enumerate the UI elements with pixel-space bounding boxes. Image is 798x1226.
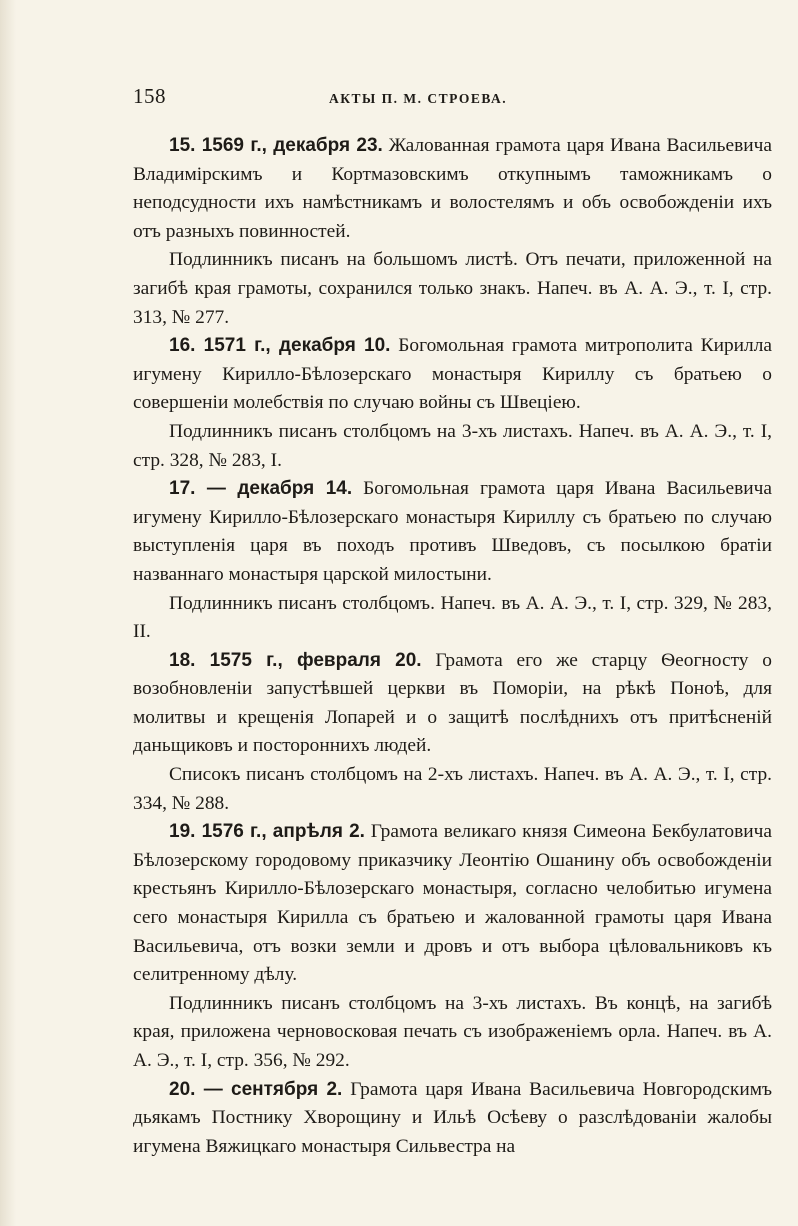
entry-16 (133, 332, 772, 418)
entry-note: Списокъ писанъ столбцомъ на 2-хъ листахъ. Напеч. въ А. А. Э., т. I, стр. 334, № 288. (133, 764, 772, 814)
entry-note: Подлинникъ писанъ столбцомъ на 3-хъ листахъ. Въ концѣ, на загибѣ края, приложена черновосковая печать съ изображеніемъ орла. Напеч. въ А. А. Э., т. I, стр. 356, № 292. (133, 992, 772, 1071)
entry-note: Подлинникъ писанъ на большомъ листѣ. Отъ печати, приложенной на загибѣ края грамоты, сохранился только знакъ. Напеч. въ А. А. Э., т. I, стр. 313, № 277. (133, 249, 772, 328)
entry-heading: 20. — сентября 2. (169, 1078, 343, 1100)
entry-text: Грамота великаго князя Симеона Бекбулатовича Бѣлозерскому городовому приказчику Леонтію Ошанину объ освобожденіи крестьянъ Кирилло-Бѣлозерскаго монастыря, согласно челобитью игумена сего монастыря Кирилла съ братьею и жалованной грамоты царя Ивана Васильевича, отъ возки земли и дровъ и отъ выбора цѣловальниковъ къ селитренному дѣлу. (133, 821, 772, 986)
entry-18 (133, 647, 772, 761)
entry-text: Грамота его же старцу Ѳеогносту о возобновленіи запустѣвшей церкви въ Поморіи, на рѣкѣ Понoѣ, для молитвы и крещенія Лопарей и о защитѣ послѣднихъ отъ притѣсненій даньщиковъ и постороннихъ людей. (133, 649, 772, 757)
entry-text: Богомольная грамота царя Ивана Васильевича игумену Кирилло-Бѣлозерскаго монастыря Кириллу съ братьею по случаю выступленія царя въ походъ противъ Шведовъ, съ посылкою братіи названнаго монастыря царской милостыни. (133, 478, 772, 585)
entry-text: Жалованная грамота царя Ивана Васильевича Владимірскимъ и Кортмазовскимъ откупнымъ таможникамъ о неподсудности ихъ намѣстникамъ и волостелямъ и объ освобожденіи ихъ отъ разныхъ повинностей. (133, 135, 772, 242)
running-head: АКТЫ П. М. СТРОЕВА. (329, 91, 508, 106)
page-number: 158 (133, 84, 166, 108)
entry-note: Подлинникъ писанъ столбцомъ. Напеч. въ А. А. Э., т. I, стр. 329, № 283, II. (133, 592, 772, 643)
page-header (133, 84, 772, 132)
entry-text: Грамота царя Ивана Васильевича Новгородскимъ дьякамъ Постнику Хворощину и Ильѣ Осѣеву о разслѣдованіи жалобы игумена Вяжицкаго монастыря Сильвестра на (133, 1078, 773, 1157)
entry-heading: 16. 1571 г., декабря 10. (169, 335, 391, 357)
page-body (133, 132, 772, 1161)
entry-heading: 19. 1576 г., апрѣля 2. (169, 821, 365, 843)
entry-15 (133, 132, 772, 246)
entry-19 (133, 818, 772, 990)
entry-text: Богомольная грамота митрополита Кирилла игумену Кирилло-Бѣлозерскаго монастыря Кириллу съ братьею о совершеніи молебствія по случаю войны съ Швеціею. (133, 335, 772, 414)
entry-20 (133, 1076, 772, 1162)
entry-note: Подлинникъ писанъ столбцомъ на 3-хъ листахъ. Напеч. въ А. А. Э., т. I, стр. 328, № 283, I. (133, 420, 772, 471)
entry-17 (133, 475, 772, 589)
entry-heading: 15. 1569 г., декабря 23. (169, 135, 383, 156)
entry-heading: 17. — декабря 14. (169, 478, 353, 500)
entry-heading: 18. 1575 г., февраля 20. (169, 649, 422, 671)
